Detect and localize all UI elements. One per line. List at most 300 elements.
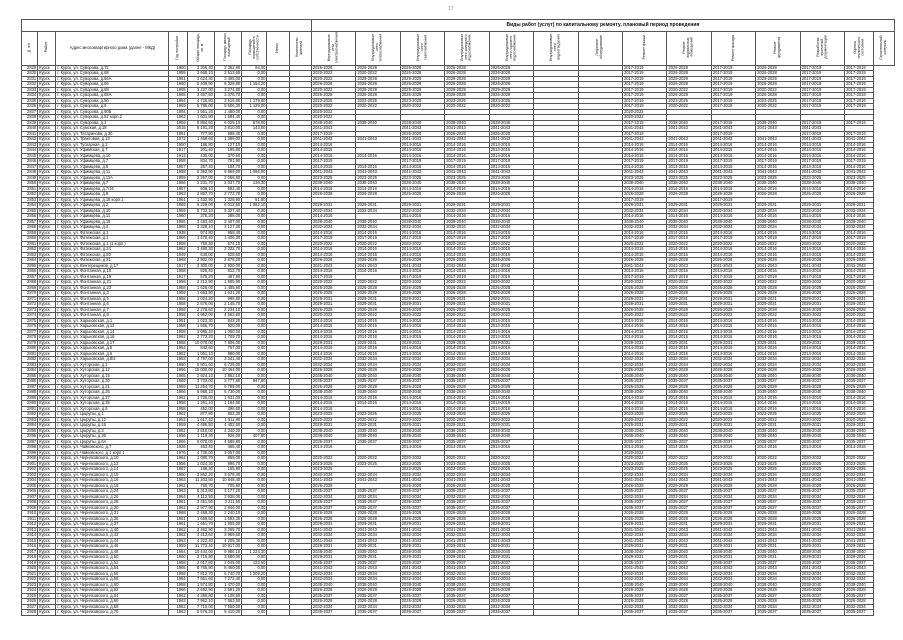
table-cell: 2038-2040 [445, 120, 489, 126]
table-cell: 2026-2028 [711, 307, 755, 313]
table-cell: 2023-2025 [445, 412, 489, 418]
table-cell: 2 362,80 [214, 65, 241, 71]
table-cell: Курск [38, 115, 56, 121]
table-cell: Курск [38, 148, 56, 154]
table-cell: 2902 [22, 467, 38, 473]
table-cell: 10 078,00 [187, 340, 214, 346]
table-cell: 2917 [22, 549, 38, 555]
table-cell: 0,00 [242, 329, 267, 335]
table-cell: 2026-2028 [667, 516, 711, 522]
table-cell: 2032-2034 [311, 533, 355, 539]
table-cell: 2014-2016 [800, 164, 844, 170]
table-cell: 1965 [169, 87, 187, 93]
table-cell: 2020-2022 [311, 109, 355, 115]
table-cell: Курск [38, 71, 56, 77]
table-cell: 10 848,40 [214, 478, 241, 484]
table-cell: 0,00 [242, 153, 267, 159]
table-cell: 2032-2034 [622, 577, 666, 583]
column-header-label: Ремонт фасада [730, 34, 735, 61]
column-header [187, 32, 214, 66]
table-cell: 123,50 [242, 560, 267, 566]
table-cell: 2041-2043 [667, 126, 711, 132]
table-cell: 2026-2028 [756, 285, 800, 291]
table-cell: 2032-2034 [445, 472, 489, 478]
table-cell: 2035-2037 [667, 505, 711, 511]
table-cell: 2029-2031 [667, 203, 711, 209]
table-cell: 1 561,20 [187, 109, 214, 115]
table-cell: г. Курск, ул. Харьковская, д.8/2 [56, 357, 169, 363]
table-cell: 2029-2031 [711, 423, 755, 429]
table-cell: 2032-2034 [489, 494, 533, 500]
table-cell: 2023-2025 [400, 412, 444, 418]
table-cell: 2020-2022 [400, 417, 444, 423]
table-cell: 0,00 [242, 516, 267, 522]
table-cell: 2829 [22, 65, 38, 71]
table-cell: 2884 [22, 368, 38, 374]
table-cell: 2926 [22, 599, 38, 605]
table-cell: 127,10 [214, 142, 241, 148]
table-cell: 11 773,40 [187, 544, 214, 550]
table-cell: 2032-2034 [800, 494, 844, 500]
table-cell: 1958 [169, 313, 187, 319]
table-cell: 2017-2019 [400, 274, 444, 280]
table-cell: 1917 [169, 274, 187, 280]
column-header [214, 32, 241, 66]
table-cell: 2023-2025 [756, 467, 800, 473]
table-cell: 2017-2019 [756, 159, 800, 165]
table-cell: 1 593,30 [214, 516, 241, 522]
table-cell: 2904 [22, 478, 38, 484]
table-cell: 2032-2034 [400, 362, 444, 368]
table-cell: г. Курск, ул. Уфимцева, д.10 [56, 153, 169, 159]
table-cell: 1952 [169, 351, 187, 357]
table-cell: 2038-2040 [311, 390, 355, 396]
table-cell: 2038-2040 [756, 434, 800, 440]
table-cell: 3 678,40 [214, 472, 241, 478]
table-cell: 0,00 [242, 269, 267, 275]
table-cell: 2026-2028 [756, 258, 800, 264]
table-cell: 2026-2028 [400, 511, 444, 517]
table-cell: 2038-2040 [356, 582, 400, 588]
table-cell: 2035-2037 [756, 560, 800, 566]
table-cell: 1962 [169, 428, 187, 434]
table-cell: 2041-2043 [622, 566, 666, 572]
table-cell: 2035-2037 [756, 610, 800, 616]
table-cell: 2014-2016 [667, 335, 711, 341]
table-cell: 2032-2034 [667, 494, 711, 500]
table-cell: 0,00 [242, 406, 267, 412]
table-cell: 2032-2034 [489, 604, 533, 610]
table-cell: 2029-2031 [667, 423, 711, 429]
table-cell: 2020-2022 [622, 417, 666, 423]
table-cell: 2014-2016 [711, 247, 755, 253]
table-cell: 2032-2034 [845, 577, 874, 583]
table-cell: 2020-2022 [356, 71, 400, 77]
table-cell: 2023-2025 [756, 175, 800, 181]
table-cell: 2881 [22, 351, 38, 357]
table-cell: 2014-2016 [622, 318, 666, 324]
table-cell: 2014-2016 [845, 153, 874, 159]
table-cell: 2035-2037 [445, 489, 489, 495]
table-cell: 1965 [169, 93, 187, 99]
table-cell: 2017-2019 [356, 236, 400, 242]
table-cell: 143,00 [242, 126, 267, 132]
table-cell: 0,00 [242, 274, 267, 280]
table-cell: 1956 [169, 461, 187, 467]
table-cell: г. Курск, ул. Хуторская, д.20 [56, 379, 169, 385]
table-cell: г. Курск, ул. Фатежская, д.81 [56, 258, 169, 264]
column-header-label: Ремонт подвальных помещений [682, 37, 694, 58]
table-cell: 2029-2031 [311, 522, 355, 528]
table-cell: 2038-2040 [311, 428, 355, 434]
table-cell: 2035-2037 [711, 500, 755, 506]
table-cell: 7 272,40 [214, 577, 241, 583]
table-cell: 2026-2028 [622, 384, 666, 390]
table-cell: 2026-2028 [667, 192, 711, 198]
table-cell: 1917 [169, 263, 187, 269]
table-cell: 2041-2043 [445, 527, 489, 533]
table-cell: г. Курск, ул. Цюрупы, д.36 [56, 434, 169, 440]
table-cell: 2920 [22, 566, 38, 572]
table-cell: 2041-2043 [445, 126, 489, 132]
table-cell: 0,00 [242, 412, 267, 418]
table-cell: 2032-2034 [800, 571, 844, 577]
table-cell: 2017-2019 [311, 159, 355, 165]
table-cell: 2035-2037 [667, 593, 711, 599]
table-cell: 1964 [169, 98, 187, 104]
table-cell: 1968 [169, 511, 187, 517]
table-cell: 2908 [22, 500, 38, 506]
table-cell: 2035-2037 [800, 505, 844, 511]
table-cell: 2038-2040 [356, 390, 400, 396]
table-cell: 1958 [169, 340, 187, 346]
table-cell: 1 129,00 [242, 104, 267, 110]
table-cell: 2032-2034 [711, 225, 755, 231]
table-cell: 3 715,80 [187, 555, 214, 561]
table-cell: 1964 [169, 494, 187, 500]
table-cell: 2026-2028 [311, 516, 355, 522]
table-cell: г. Курск, ул. Харьковская, д.5 [56, 346, 169, 352]
table-cell: 2032-2034 [356, 225, 400, 231]
table-cell: г. Курск, ул. Суворова, д.9 [56, 104, 169, 110]
table-cell: 1 505,90 [214, 280, 241, 286]
table-cell: 2029-2031 [667, 522, 711, 528]
table-cell: 2026-2028 [311, 65, 355, 71]
table-cell: 6 025,10 [214, 120, 241, 126]
table-cell: 2035-2037 [800, 593, 844, 599]
table-cell: 2029-2029 [356, 76, 400, 82]
table-cell: 2 212,90 [187, 280, 214, 286]
table-cell: 2014-2016 [800, 252, 844, 258]
table-cell: 1962 [169, 533, 187, 539]
table-cell: 2041-2043 [622, 170, 666, 176]
table-cell: 2032-2034 [622, 362, 666, 368]
table-cell: 2026-2028 [445, 82, 489, 88]
table-cell: 2026-2028 [711, 516, 755, 522]
table-cell: 1960 [169, 472, 187, 478]
table-cell: 2035-2037 [445, 500, 489, 506]
table-cell: г. Курск, ул. Харьковская, д.16 [56, 335, 169, 341]
table-cell: 2038-2040 [667, 181, 711, 187]
table-cell: 2014-2016 [622, 401, 666, 407]
table-cell: 1964 [169, 109, 187, 115]
table-cell: 2041-2043 [622, 126, 666, 132]
column-header-label: Район [43, 42, 48, 53]
table-cell: 1963 [169, 489, 187, 495]
table-cell: 2032-2034 [756, 208, 800, 214]
table-cell: 1 023,30 [187, 318, 214, 324]
table-cell: 2038-2040 [667, 434, 711, 440]
table-cell: 2029-2031 [445, 522, 489, 528]
column-header [622, 32, 666, 66]
table-cell: 2041-2043 [622, 137, 666, 143]
table-cell: 3 306,40 [187, 65, 214, 71]
table-cell: 2014-2016 [800, 230, 844, 236]
table-cell: 2038-2040 [845, 219, 874, 225]
table-cell: 1 154,20 [242, 82, 267, 88]
table-cell: 2026-2028 [400, 285, 444, 291]
table-cell: 0,00 [242, 109, 267, 115]
table-cell: 1972 [169, 137, 187, 143]
table-cell: 2026-2028 [756, 82, 800, 88]
table-cell: 2014-2016 [845, 142, 874, 148]
table-cell: 2883 [22, 362, 38, 368]
table-cell: 2020-2022 [711, 241, 755, 247]
table-cell: 2014-2016 [622, 247, 666, 253]
table-cell: г. Курск, ул. Суворова, д.66 [56, 82, 169, 88]
table-cell: 2014-2016 [756, 269, 800, 275]
table-cell: 2029-2031 [711, 296, 755, 302]
table-cell: Курск [38, 296, 56, 302]
table-cell: 2038-2040 [445, 434, 489, 440]
table-cell: 452,00 [187, 406, 214, 412]
table-cell: 2020-2022 [845, 280, 874, 286]
table-cell: 2017-2019 [845, 71, 874, 77]
table-cell: 2017-2019 [800, 65, 844, 71]
table-cell: 6 362,90 [187, 170, 214, 176]
table-cell: 2026-2028 [845, 285, 874, 291]
table-cell: 1 505,00 [214, 522, 241, 528]
table-cell: 2038-2040 [400, 549, 444, 555]
table-cell: 2014-2016 [622, 230, 666, 236]
table-cell: 2014-2016 [756, 329, 800, 335]
table-cell: 1964 [169, 549, 187, 555]
table-cell: 1953 [169, 357, 187, 363]
table-cell: 1969 [169, 203, 187, 209]
table-cell: 2035-2037 [489, 593, 533, 599]
table-cell: 2014-2016 [445, 346, 489, 352]
table-cell: 958,40 [214, 230, 241, 236]
table-cell: 2026-2028 [711, 588, 755, 594]
table-cell: 4 797,00 [187, 357, 214, 363]
table-cell: 2038-2040 [800, 219, 844, 225]
table-cell: 1968 [169, 258, 187, 264]
table-cell: г. Курск, ул. Хуторская, д.26 [56, 390, 169, 396]
table-cell: 430,00 [187, 153, 214, 159]
table-cell: 2020-2022 [356, 417, 400, 423]
column-header [534, 32, 578, 66]
table-cell: 0,00 [242, 346, 267, 352]
table-cell: 2860 [22, 236, 38, 242]
table-cell: 2029-2031 [445, 302, 489, 308]
table-cell: 2026-2028 [489, 258, 533, 264]
table-cell: 2014-2016 [845, 401, 874, 407]
table-cell: 2014-2016 [445, 252, 489, 258]
table-cell: 2032-2034 [756, 604, 800, 610]
table-cell: 2014-2016 [311, 335, 355, 341]
table-cell: 2026-2028 [667, 65, 711, 71]
table-cell: 2014-2016 [445, 318, 489, 324]
table-cell: 2029-2029 [489, 87, 533, 93]
table-cell: 2017-2019 [845, 98, 874, 104]
table-cell: 8 884,60 [187, 120, 214, 126]
table-cell: 2014-2016 [667, 214, 711, 220]
table-cell: 2017-2019 [711, 76, 755, 82]
table-cell: 2023-2025 [845, 412, 874, 418]
table-cell: 2909 [22, 505, 38, 511]
table-cell: 2014-2016 [356, 324, 400, 330]
table-cell: 2014-2016 [356, 230, 400, 236]
table-cell: 2014-2016 [800, 269, 844, 275]
table-cell: 1961 [169, 197, 187, 203]
table-cell: 2029-2029 [400, 76, 444, 82]
table-cell: 487,80 [214, 274, 241, 280]
table-cell: 2020-2022 [356, 104, 400, 110]
table-cell: 2041-2043 [489, 478, 533, 484]
table-cell: 1 628,00 [187, 285, 214, 291]
table-cell: 2029-2031 [400, 340, 444, 346]
table-cell: 2029-2031 [622, 423, 666, 429]
table-cell: 2014-2016 [800, 186, 844, 192]
table-cell: 1966 [169, 236, 187, 242]
table-cell: 2026-2028 [356, 511, 400, 517]
table-cell: 2038-2040 [400, 428, 444, 434]
table-cell: 0,00 [242, 318, 267, 324]
table-cell: г. Курск, ул. Суворова, д.68А [56, 93, 169, 99]
table-cell: 2017-2019 [311, 236, 355, 242]
table-cell: 2029-2029 [489, 76, 533, 82]
table-cell: 2032-2034 [400, 604, 444, 610]
table-cell: 2035-2037 [622, 489, 666, 495]
table-cell: 2857 [22, 219, 38, 225]
table-cell: 2032-2034 [845, 472, 874, 478]
column-header [38, 32, 56, 66]
table-cell: 2026-2028 [445, 192, 489, 198]
table-cell: 2020-2022 [800, 456, 844, 462]
table-cell: 2038-2040 [489, 181, 533, 187]
table-cell: 2035-2037 [489, 610, 533, 616]
table-cell [534, 610, 578, 616]
table-cell: 6 191,20 [187, 126, 214, 132]
table-cell: 465,40 [214, 445, 241, 451]
table-cell: 2832 [22, 82, 38, 88]
table-cell: 0,00 [242, 472, 267, 478]
table-cell: 2 145,70 [214, 302, 241, 308]
table-cell: 2041-2043 [800, 478, 844, 484]
table-cell: 2014-2016 [400, 148, 444, 154]
table-cell: Курск [38, 390, 56, 396]
table-cell: 2906 [22, 489, 38, 495]
table-cell: Курск [38, 588, 56, 594]
table-cell: г. Курск, ул. Фонтанная, д.8 [56, 313, 169, 319]
table-cell: г. Курск, ул. Харьковская, д.6 [56, 351, 169, 357]
column-header [356, 32, 400, 66]
table-cell: 2845 [22, 153, 38, 159]
table-cell: 2924 [22, 588, 38, 594]
table-cell: 0,00 [242, 313, 267, 319]
table-cell: 2023-2025 [845, 461, 874, 467]
table-cell: 2867 [22, 274, 38, 280]
table-cell: 2911 [22, 516, 38, 522]
table-cell: 2038-2040 [667, 428, 711, 434]
table-cell: 2026-2028 [711, 192, 755, 198]
table-cell: Курск [38, 192, 56, 198]
table-cell: Курск [38, 538, 56, 544]
table-cell: г. Курск, ул. Черняховского, д.37 [56, 522, 169, 528]
table-cell: 2035-2037 [622, 439, 666, 445]
table-cell: 396,60 [214, 406, 241, 412]
table-cell: 2041-2043 [400, 263, 444, 269]
table-cell: 2035-2037 [311, 610, 355, 616]
table-cell: 2017-2019 [445, 274, 489, 280]
table-cell: 2026-2028 [311, 192, 355, 198]
column-header [667, 32, 711, 66]
table-cell: 2029-2031 [756, 544, 800, 550]
column-header-label: Строительный контроль [879, 35, 888, 60]
table-cell: 2038-2040 [489, 390, 533, 396]
table-cell: 2834 [22, 93, 38, 99]
table-cell: 2014-2016 [845, 335, 874, 341]
table-cell: 2014-2016 [667, 269, 711, 275]
table-cell: 1965 [169, 219, 187, 225]
table-cell: г. Курск, ул. Фонтанная, д.21 [56, 280, 169, 286]
table-cell: 2038-2040 [400, 373, 444, 379]
table-cell: 2 231,70 [187, 181, 214, 187]
table-cell: 2041-2043 [711, 566, 755, 572]
table-cell: 2 977,90 [187, 505, 214, 511]
table-cell: 2026-2028 [400, 131, 444, 137]
table-cell: 2032-2034 [311, 472, 355, 478]
table-cell: 2023-2025 [356, 461, 400, 467]
table-cell: 2014-2016 [445, 153, 489, 159]
table-cell: 0,00 [242, 401, 267, 407]
table-cell: Курск [38, 126, 56, 132]
table-cell: 2041-2043 [400, 137, 444, 143]
table-cell: 2038-2040 [445, 428, 489, 434]
table-cell: 2035-2037 [756, 439, 800, 445]
table-cell: 9 799,00 [214, 384, 241, 390]
table-cell: 2020-2022 [311, 104, 355, 110]
table-cell: 1976 [169, 450, 187, 456]
table-cell: 3 300,00 [187, 263, 214, 269]
table-cell: 0,00 [242, 423, 267, 429]
table-cell: 2032-2034 [711, 604, 755, 610]
table-cell: 2020-2022 [311, 76, 355, 82]
table-cell: 2029-2031 [489, 203, 533, 209]
table-cell: 2831 [22, 76, 38, 82]
table-cell: 2041-2043 [445, 170, 489, 176]
table-cell: г. Курск, ул. Фатежская, д.1 [56, 236, 169, 242]
table-cell: Курск [38, 577, 56, 583]
table-cell: 2032-2034 [400, 472, 444, 478]
column-header [711, 32, 755, 66]
table-cell: 2041-2043 [311, 126, 355, 132]
table-cell: г. Курск, ул. Черняховского, д.10 [56, 456, 169, 462]
table-cell: 2026-2028 [311, 599, 355, 605]
table-cell: 2041-2043 [311, 527, 355, 533]
table-cell: 0,00 [242, 148, 267, 154]
table-cell: 2041-2043 [711, 170, 755, 176]
